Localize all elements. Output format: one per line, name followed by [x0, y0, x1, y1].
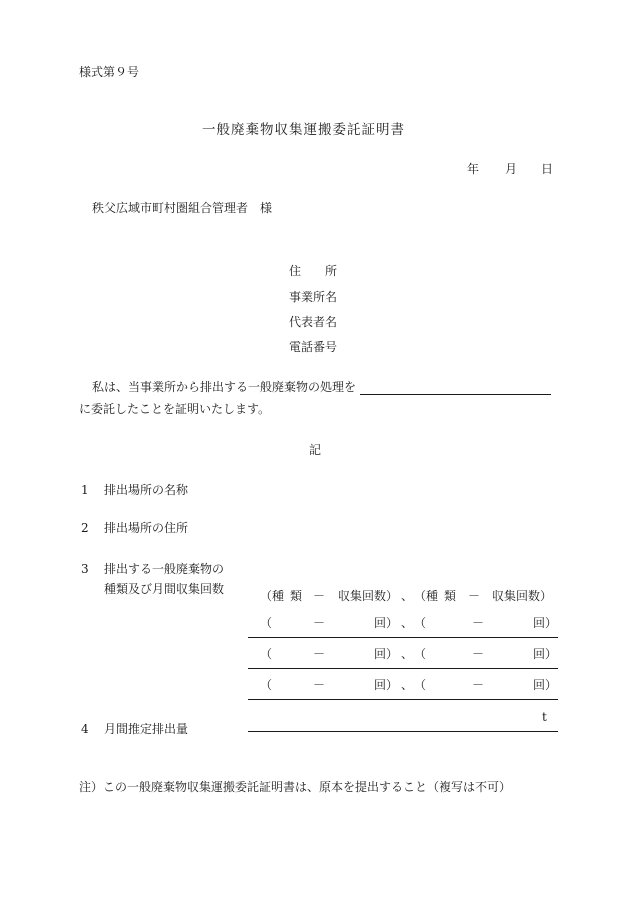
volume-blank-line [248, 731, 558, 732]
form-number: 様式第９号 [79, 65, 140, 79]
header-dash: － [313, 589, 326, 603]
phone-label: 電話番号 [289, 340, 338, 354]
header-count: 収集回数） [338, 589, 399, 603]
ki-heading: 記 [309, 443, 322, 457]
body-line-1: 私は、当事業所から排出する一般廃棄物の処理を [92, 380, 357, 394]
header-kind-suffix: 類 [290, 589, 303, 603]
date-day: 日 [541, 162, 554, 176]
row-separator: 、 [401, 678, 414, 692]
footnote: 注）この一般廃棄物収集運搬委託証明書は、原本を提出すること（複写は不可） [79, 780, 512, 794]
item-3-label-line-1: 排出する一般廃棄物の [104, 562, 225, 576]
item-1-number: 1 [81, 483, 89, 497]
item-4-label: 月間推定排出量 [104, 722, 189, 736]
row-dash: － [313, 616, 326, 630]
row-count-2: 回） [533, 616, 558, 630]
row-count: 回） [374, 678, 399, 692]
header-kind-suffix-2: 類 [444, 589, 457, 603]
item-3-number: 3 [81, 562, 89, 576]
row-open: （ [260, 647, 273, 661]
row-count: 回） [374, 616, 399, 630]
item-4-number: 4 [81, 722, 89, 736]
table-rule-2 [248, 668, 558, 669]
representative-label: 代表者名 [289, 315, 338, 329]
item-2-label: 排出場所の住所 [104, 521, 189, 535]
item-2-number: 2 [81, 521, 89, 535]
row-open-2: （ [414, 616, 427, 630]
address-label: 住 所 [289, 264, 338, 278]
office-name-label: 事業所名 [289, 290, 338, 304]
row-dash-2: － [472, 616, 485, 630]
header-dash-2: － [468, 589, 481, 603]
document-title: 一般廃棄物収集運搬委託証明書 [202, 122, 405, 138]
row-open: （ [260, 678, 273, 692]
row-dash-2: － [472, 647, 485, 661]
header-separator: 、 [401, 589, 414, 603]
date-year: 年 [467, 162, 480, 176]
item-3-label-line-2: 種類及び月間収集回数 [104, 582, 225, 596]
item-1-label: 排出場所の名称 [104, 483, 189, 497]
date-month: 月 [505, 162, 518, 176]
unit-tonnes: t [542, 710, 547, 724]
row-separator: 、 [401, 616, 414, 630]
contractor-blank-line [360, 394, 551, 395]
row-dash: － [313, 647, 326, 661]
row-separator: 、 [401, 647, 414, 661]
row-count: 回） [374, 647, 399, 661]
row-open-2: （ [414, 647, 427, 661]
header-open-kind: （種 [260, 589, 285, 603]
header-open-kind-2: （種 [414, 589, 439, 603]
row-dash: － [313, 678, 326, 692]
row-count-2: 回） [533, 647, 558, 661]
row-count-2: 回） [533, 678, 558, 692]
table-rule-3 [248, 699, 558, 700]
row-open: （ [260, 616, 273, 630]
row-open-2: （ [414, 678, 427, 692]
row-dash-2: － [472, 678, 485, 692]
table-rule-1 [248, 637, 558, 638]
header-count-2: 収集回数） [492, 589, 553, 603]
body-line-2: に委託したことを証明いたします。 [79, 402, 271, 416]
addressee: 秩父広域市町村圏組合管理者 様 [92, 201, 273, 215]
